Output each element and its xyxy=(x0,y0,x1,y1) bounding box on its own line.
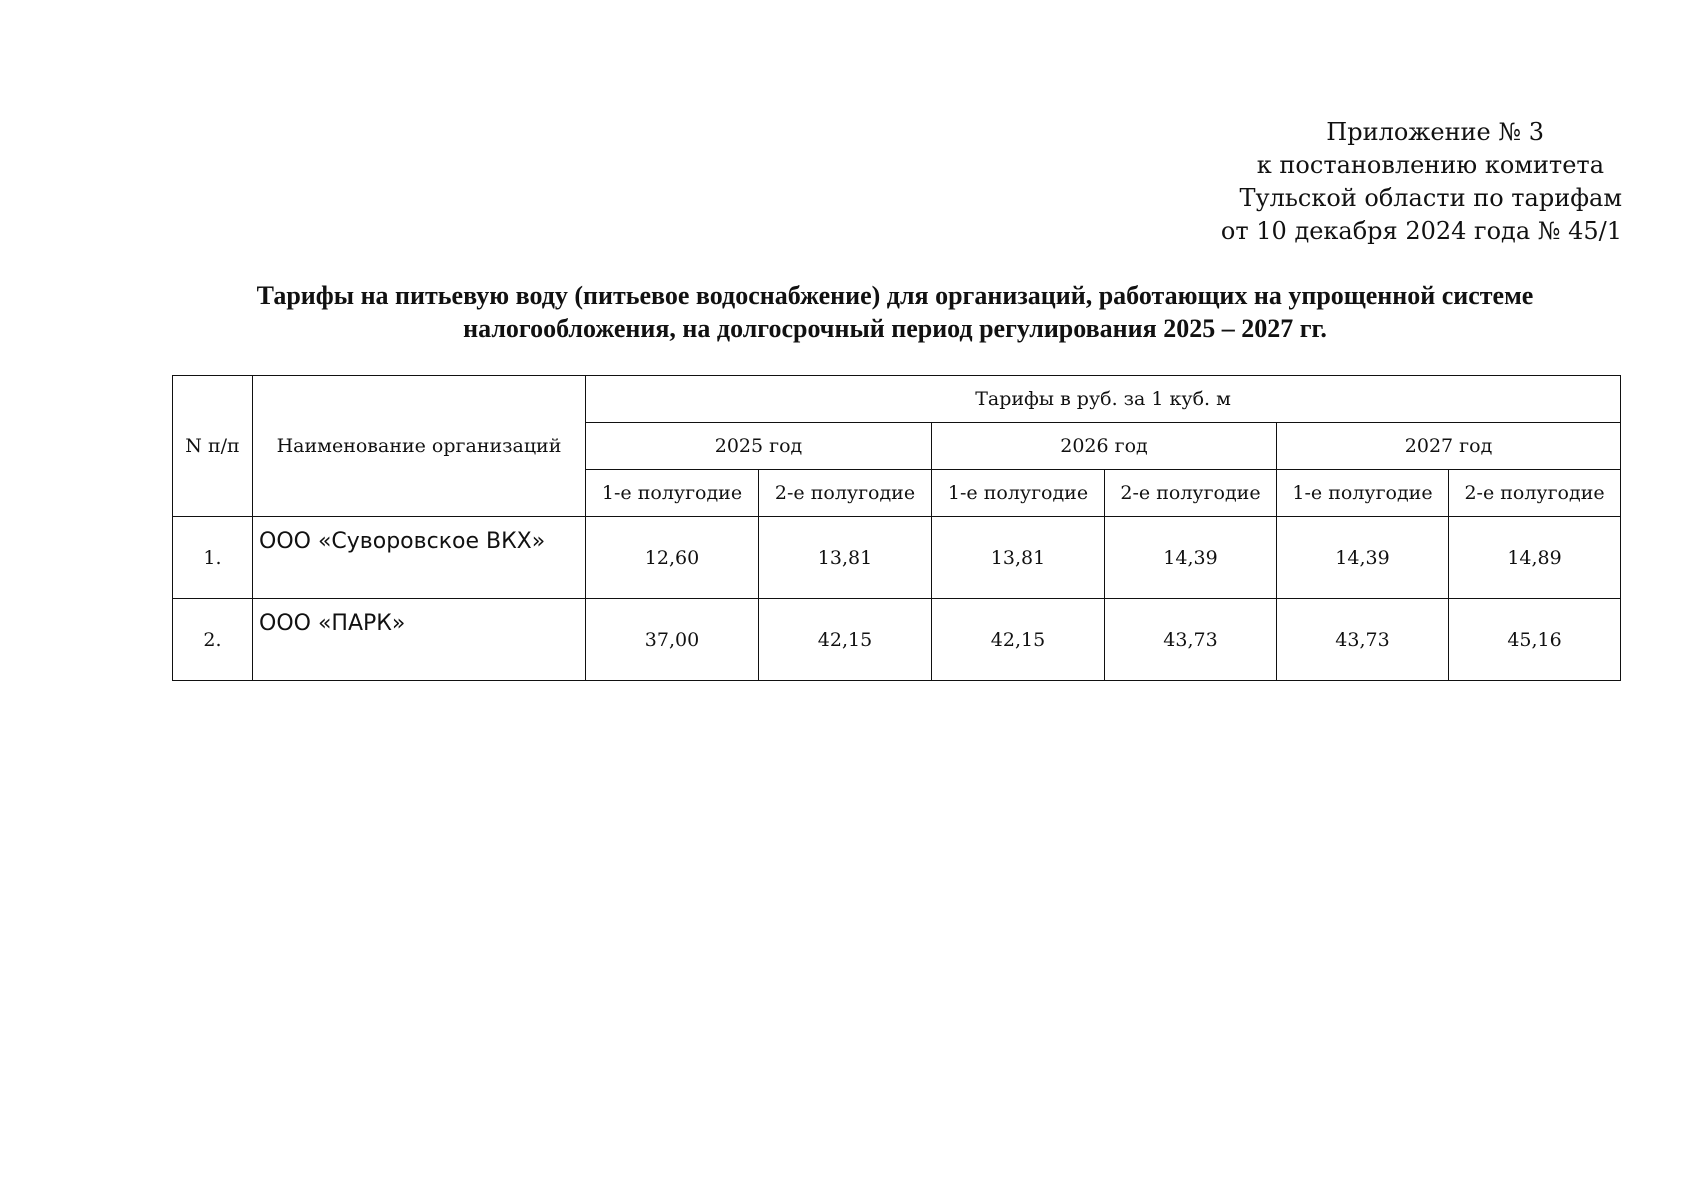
row-value: 14,39 xyxy=(1105,517,1277,599)
document-title-line-2: налогообложения, на долгосрочный период регулирования 2025 – 2027 гг. xyxy=(463,314,1327,343)
row-num: 2. xyxy=(173,599,253,681)
header-half: 1-е полугодие xyxy=(932,470,1105,517)
row-value: 14,39 xyxy=(1277,517,1449,599)
row-num: 1. xyxy=(173,517,253,599)
row-value: 43,73 xyxy=(1105,599,1277,681)
header-half: 2-е полугодие xyxy=(1449,470,1621,517)
header-year: 2027 год xyxy=(1277,423,1621,470)
tariffs-table xyxy=(172,375,1621,681)
row-value: 13,81 xyxy=(759,517,932,599)
appendix-committee: Тульской области по тарифам xyxy=(1239,184,1622,212)
header-num: N п/п xyxy=(173,376,253,517)
header-year: 2025 год xyxy=(586,423,932,470)
row-org: ООО «ПАРК» xyxy=(253,599,586,681)
header-half: 1-е полугодие xyxy=(1277,470,1449,517)
row-value: 43,73 xyxy=(1277,599,1449,681)
appendix-date-number: от 10 декабря 2024 года № 45/1 xyxy=(1220,217,1622,245)
row-value: 12,60 xyxy=(586,517,759,599)
table-row xyxy=(173,599,1621,681)
header-tariff-group: Тарифы в руб. за 1 куб. м xyxy=(586,376,1621,423)
header-org: Наименование организаций xyxy=(253,376,586,517)
document-title xyxy=(170,279,1620,345)
row-value: 37,00 xyxy=(586,599,759,681)
row-value: 45,16 xyxy=(1449,599,1621,681)
appendix-resolution-ref: к постановлению комитета xyxy=(1256,151,1604,179)
document-title-line-1: Тарифы на питьевую воду (питьевое водоснабжение) для организаций, работающих на упрощенной системе xyxy=(256,281,1534,310)
row-value: 42,15 xyxy=(759,599,932,681)
table-row xyxy=(173,517,1621,599)
appendix-block xyxy=(1221,116,1622,248)
header-half: 2-е полугодие xyxy=(759,470,932,517)
row-org: ООО «Суворовское ВКХ» xyxy=(253,517,586,599)
row-value: 14,89 xyxy=(1449,517,1621,599)
header-half: 2-е полугодие xyxy=(1105,470,1277,517)
header-half: 1-е полугодие xyxy=(586,470,759,517)
row-value: 42,15 xyxy=(932,599,1105,681)
header-year: 2026 год xyxy=(932,423,1277,470)
appendix-number: Приложение № 3 xyxy=(1326,118,1544,146)
header-row-1 xyxy=(173,376,1621,423)
row-value: 13,81 xyxy=(932,517,1105,599)
